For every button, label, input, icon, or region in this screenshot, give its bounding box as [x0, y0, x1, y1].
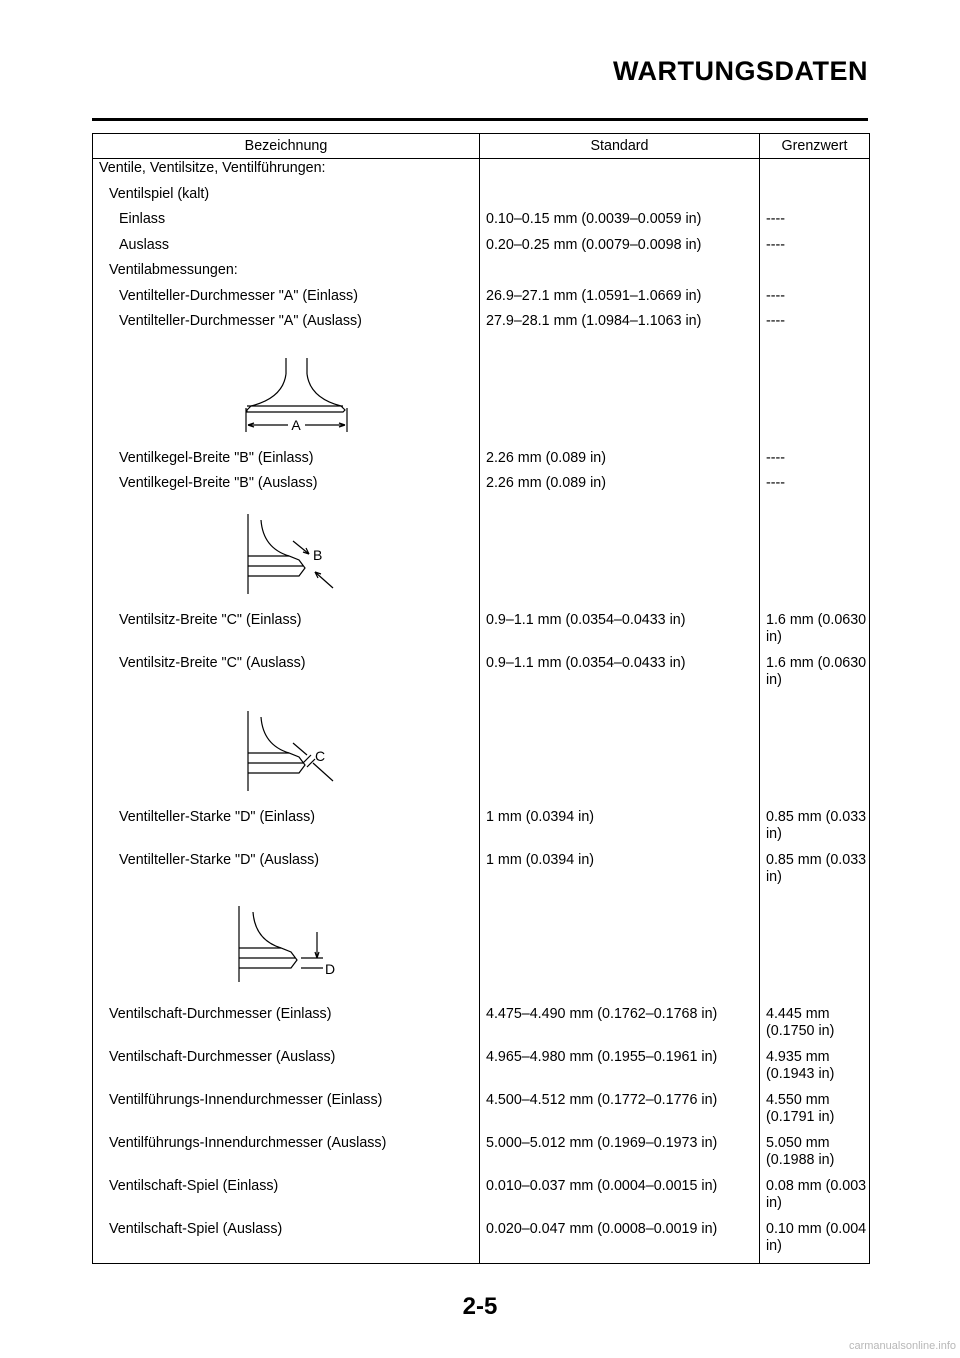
figure-empty-cell — [760, 894, 870, 1005]
row-label: Ventilschaft-Spiel (Einlass) — [93, 1177, 480, 1220]
row-standard: 0.9–1.1 mm (0.0354–0.0433 in) — [480, 654, 760, 697]
row-label: Ventilteller-Starke "D" (Einlass) — [93, 808, 480, 851]
table-row — [93, 851, 870, 894]
table-row — [93, 159, 870, 185]
row-label: Ventilsitz-Breite "C" (Einlass) — [93, 611, 480, 654]
row-label: Ventilteller-Durchmesser "A" (Auslass) — [93, 312, 480, 338]
figure-empty-cell — [480, 894, 760, 1005]
header-bezeichnung: Bezeichnung — [93, 134, 480, 159]
valve-seat-width-figure — [233, 705, 363, 801]
row-label: Ventilsitz-Breite "C" (Auslass) — [93, 654, 480, 697]
row-standard: 2.26 mm (0.089 in) — [480, 449, 760, 475]
row-label: Ventilkegel-Breite "B" (Einlass) — [93, 449, 480, 475]
page-number: 2-5 — [462, 1293, 498, 1320]
table-row — [93, 185, 870, 211]
figure-letter-c: C — [315, 747, 326, 764]
figure-cell — [93, 338, 480, 449]
figure-empty-cell — [480, 338, 760, 449]
row-label: Ventilkegel-Breite "B" (Auslass) — [93, 474, 480, 500]
table-row — [93, 1220, 870, 1264]
row-label: Einlass — [93, 210, 480, 236]
row-standard: 27.9–28.1 mm (1.0984–1.1063 in) — [480, 312, 760, 338]
row-limit: 4.445 mm (0.1750 in) — [760, 1005, 870, 1048]
row-label: Ventilschaft-Spiel (Auslass) — [93, 1220, 480, 1264]
figure-cell — [93, 500, 480, 611]
row-label: Ventilschaft-Durchmesser (Einlass) — [93, 1005, 480, 1048]
figure-cell — [93, 697, 480, 808]
figure-empty-cell — [480, 697, 760, 808]
table-row — [93, 1134, 870, 1177]
row-standard: 5.000–5.012 mm (0.1969–0.1973 in) — [480, 1134, 760, 1177]
row-limit: ---- — [760, 474, 870, 500]
row-standard: 1 mm (0.0394 in) — [480, 808, 760, 851]
figure-letter-b: B — [313, 546, 323, 563]
row-limit: 1.6 mm (0.0630 in) — [760, 611, 870, 654]
row-limit — [760, 261, 870, 287]
row-standard — [480, 159, 760, 185]
row-limit: ---- — [760, 312, 870, 338]
spec-table — [92, 133, 870, 1264]
row-label: Ventilteller-Starke "D" (Auslass) — [93, 851, 480, 894]
table-row — [93, 808, 870, 851]
row-limit: ---- — [760, 287, 870, 313]
table-row — [93, 210, 870, 236]
row-limit: 0.08 mm (0.003 in) — [760, 1177, 870, 1220]
table-row — [93, 1091, 870, 1134]
page-title: WARTUNGSDATEN — [613, 56, 868, 86]
row-standard: 0.20–0.25 mm (0.0079–0.0098 in) — [480, 236, 760, 262]
row-limit: ---- — [760, 236, 870, 262]
row-label: Ventilführungs-Innendurchmesser (Einlass) — [93, 1091, 480, 1134]
table-header-row — [93, 134, 870, 159]
table-row — [93, 1005, 870, 1048]
watermark: carmanualsonline.info — [848, 1340, 956, 1352]
figure-row-d — [93, 894, 870, 1005]
row-label: Ventilspiel (kalt) — [93, 185, 480, 211]
table-row — [93, 474, 870, 500]
figure-cell — [93, 894, 480, 1005]
row-limit: ---- — [760, 449, 870, 475]
title-rule — [92, 118, 868, 121]
row-limit: 0.85 mm (0.033 in) — [760, 808, 870, 851]
figure-empty-cell — [760, 697, 870, 808]
table-row — [93, 654, 870, 697]
header-grenzwert: Grenzwert — [760, 134, 870, 159]
row-label: Auslass — [93, 236, 480, 262]
row-standard: 0.020–0.047 mm (0.0008–0.0019 in) — [480, 1220, 760, 1264]
row-limit — [760, 185, 870, 211]
row-label: Ventilschaft-Durchmesser (Auslass) — [93, 1048, 480, 1091]
row-standard: 0.9–1.1 mm (0.0354–0.0433 in) — [480, 611, 760, 654]
table-row — [93, 236, 870, 262]
valve-face-width-figure — [233, 508, 363, 604]
row-label: Ventilabmessungen: — [93, 261, 480, 287]
row-label: Ventile, Ventilsitze, Ventilführungen: — [93, 159, 480, 185]
row-limit: 1.6 mm (0.0630 in) — [760, 654, 870, 697]
figure-empty-cell — [760, 500, 870, 611]
figure-letter-d: D — [325, 960, 336, 977]
table-row — [93, 287, 870, 313]
valve-diameter-figure — [233, 346, 363, 442]
row-standard — [480, 185, 760, 211]
row-limit: 5.050 mm (0.1988 in) — [760, 1134, 870, 1177]
valve-margin-thickness-figure — [233, 902, 363, 998]
row-limit: 4.550 mm (0.1791 in) — [760, 1091, 870, 1134]
row-label: Ventilführungs-Innendurchmesser (Auslass) — [93, 1134, 480, 1177]
row-standard: 4.475–4.490 mm (0.1762–0.1768 in) — [480, 1005, 760, 1048]
row-standard: 26.9–27.1 mm (1.0591–1.0669 in) — [480, 287, 760, 313]
row-limit — [760, 159, 870, 185]
row-label: Ventilteller-Durchmesser "A" (Einlass) — [93, 287, 480, 313]
row-limit: ---- — [760, 210, 870, 236]
row-standard: 0.010–0.037 mm (0.0004–0.0015 in) — [480, 1177, 760, 1220]
figure-row-a — [93, 338, 870, 449]
row-limit: 0.10 mm (0.004 in) — [760, 1220, 870, 1264]
table-row — [93, 611, 870, 654]
figure-empty-cell — [480, 500, 760, 611]
row-standard: 4.500–4.512 mm (0.1772–0.1776 in) — [480, 1091, 760, 1134]
figure-row-b — [93, 500, 870, 611]
row-standard: 4.965–4.980 mm (0.1955–0.1961 in) — [480, 1048, 760, 1091]
row-standard: 2.26 mm (0.089 in) — [480, 474, 760, 500]
figure-empty-cell — [760, 338, 870, 449]
row-standard: 0.10–0.15 mm (0.0039–0.0059 in) — [480, 210, 760, 236]
table-row — [93, 312, 870, 338]
header-standard: Standard — [480, 134, 760, 159]
row-standard: 1 mm (0.0394 in) — [480, 851, 760, 894]
figure-row-c — [93, 697, 870, 808]
table-row — [93, 261, 870, 287]
row-limit: 4.935 mm (0.1943 in) — [760, 1048, 870, 1091]
row-limit: 0.85 mm (0.033 in) — [760, 851, 870, 894]
figure-letter-a: A — [291, 416, 301, 433]
table-row — [93, 1048, 870, 1091]
row-standard — [480, 261, 760, 287]
table-row — [93, 449, 870, 475]
table-row — [93, 1177, 870, 1220]
